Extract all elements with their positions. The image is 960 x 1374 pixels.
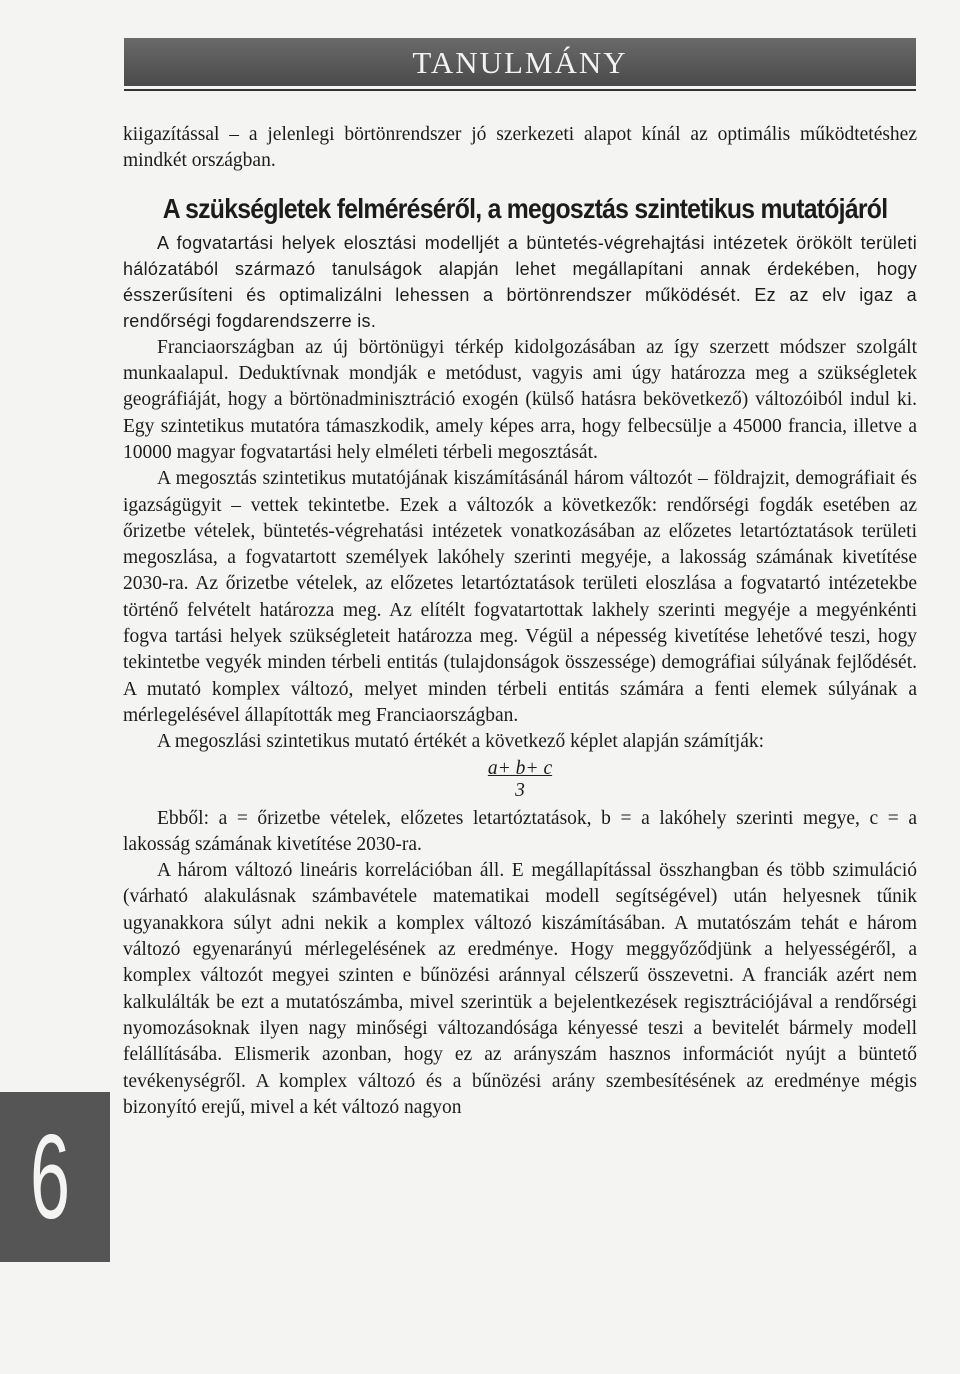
section-heading: A szükségletek felméréséről, a megosztás szintetikus mutatójáról [162, 192, 888, 224]
paragraph: A megosztás szintetikus mutatójának kiszámításánál három változót – földrajzit, demográfiait és igazságügyit – vettek tekintetbe. Ezek a változók a következők: rendőrségi fogdák esetében az őrizetbe vételek, büntetés-végrehatási intézetek vonatkozásában az előzetes letartóztatások területi megoszlása, a fogvatartott személyek lakóhely szerinti megyéje, a lakosság számának kivetítése 2030-ra. Az őrizetbe vételek, az előzetes letartóztatások területi eloszlása a fogvatartó intézetekbe történő felvételt határozza meg. Az elítélt fogvatartottak lakhely szerinti megyéje a megyénkénti fogva tartási helyek szükségleteit határozza meg. Végül a népesség kivetítése lehetővé teszi, hogy tekintetbe vegyék minden térbeli entitás (tulajdonságok összessége) demográfiai súlyának fejlődését. A mutató komplex változó, melyet minden térbeli entitás számára a fenti elemek súlyának a mérlegelésével állapították meg Franciaországban. [123, 468, 917, 726]
paragraph: A megoszlási szintetikus mutató értékét a következő képlet alapján számítják: [157, 731, 765, 753]
formula-numerator: a+ b+ c [487, 757, 553, 779]
chapter-tab [0, 1092, 110, 1262]
article-body [123, 122, 917, 1121]
section-title: TANULMÁNY [412, 45, 628, 80]
paragraph: Franciaországban az új börtönügyi térkép kidolgozásában az így szerzett módszer szolgált munkaalapul. Deduktívnak mondják e metódust, vagyis ami úgy határozza meg a szükségletek geográfiáját, hogy a börtönadminisztráció exogén (külső hatásra bekövetkező) változóiból indul ki. Egy szintetikus mutatóra támaszkodik, amely képes arra, hogy felbecsülje a 45000 francia, illetve a 10000 magyar fogvatartási hely elméleti térbeli megosztását. [123, 336, 917, 463]
paragraph: Ebből: a = őrizetbe vételek, előzetes letartóztatások, b = a lakóhely szerinti megye, c = a lakosság számának kivetítése 2030-ra. [123, 807, 917, 855]
paragraph: A három változó lineáris korrelációban áll. E megállapítással összhangban és több szimuláció (várható alakulásnak számbavétele matematikai modell segítségével) után helyesnek tűnik ugyanakkora súlyt adni nekik a komplex változó kiszámításában. A mutatószám tehát e három változó egyenarányú mérlegelésének az eredménye. Hogy meggyőződjünk a helyességéről, a komplex változót megyei szinten e bűnözési aránnyal célszerű összevetni. A franciák azért nem kalkulálták be ezt a mutatószámba, mivel szerintük a bejelentkezések regisztrációjával a rendőrségi nyomozásoknak ilyen nagy minőségi változandósága kényessé teszi a bevitelét bármely modell felállításába. Elismerik azonban, hogy ez az arányszám hasznos információt nyújt a büntető tevékenységről. A komplex változó és a bűnözési arány szembesítésének az eredménye mégis bizonyító erejű, mivel a két változó nagyon [123, 860, 917, 1118]
paragraph-intro: kiigazítással – a jelenlegi börtönrendszer jó szerkezeti alapot kínál az optimális működtetéshez mindkét országban. [123, 124, 917, 172]
sans-block [123, 230, 917, 335]
formula-denominator: 3 [515, 779, 525, 801]
paragraph: A fogvatartási helyek elosztási modelljét a büntetés-végrehajtási intézetek örökölt területi hálózatából származó tanulságok alapján lehet megállapítani annak érdekében, hogy ésszerűsíteni és optimalizálni lehessen a börtönrendszer működését. Ez az elv igaz a rendőrségi fogdarendszerre is. [123, 232, 917, 332]
chapter-number: 6 [30, 1110, 71, 1244]
header-band [124, 38, 916, 86]
header-rule [124, 89, 916, 91]
formula [123, 758, 917, 802]
